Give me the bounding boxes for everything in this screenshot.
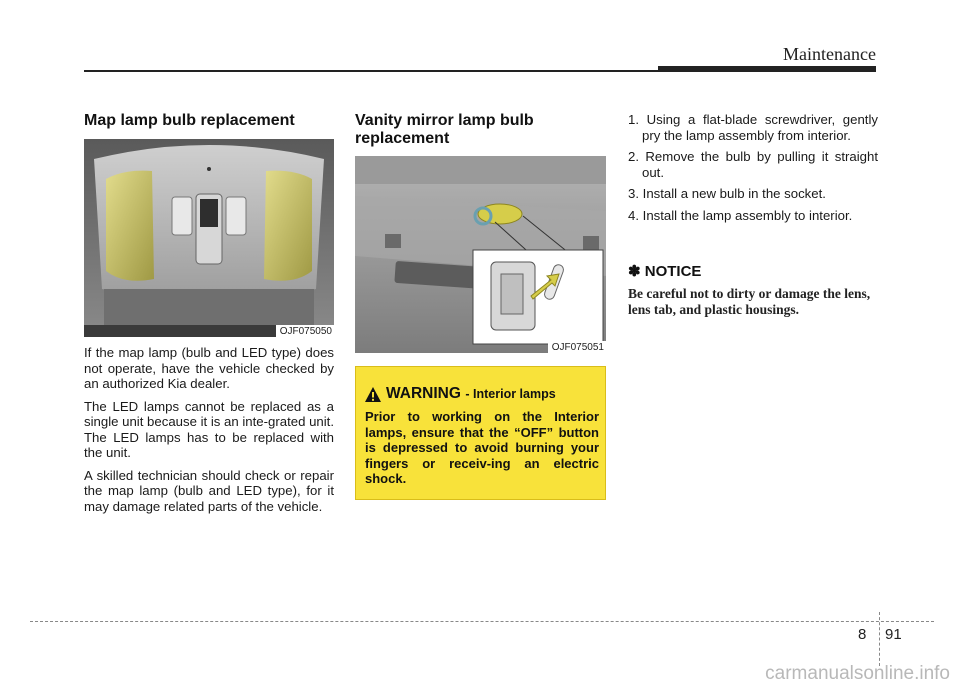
step-item: 1. Using a flat-blade screwdriver, gently pry the lamp assembly from interior. (628, 112, 878, 143)
notice-title: ✽ NOTICE (628, 263, 702, 280)
watermark: carmanualsonline.info (765, 663, 950, 684)
header-rule (84, 70, 684, 72)
footer-rule (30, 621, 934, 622)
figure-code-label: OJF075051 (548, 341, 606, 353)
map-lamp-section-title: Map lamp bulb replacement (84, 112, 295, 129)
title-line: replacement (355, 130, 450, 147)
step-item: 4. Install the lamp assembly to interior. (628, 207, 853, 223)
paragraph: If the map lamp (bulb and LED type) does not operate, have the vehicle checked by an authorized Kia dealer. (84, 345, 334, 391)
warning-heading (356, 385, 605, 403)
step-item: 2. Remove the bulb by pulling it straight out. (628, 149, 878, 180)
step-item: 3. Install a new bulb in the socket. (628, 186, 826, 201)
vanity-lamp-section-title (355, 112, 534, 148)
warning-text: Prior to working on the Interior lamps, ensure that the “OFF” button is depressed to avoid burning your fingers or receiv-ing an electric shock. (365, 409, 599, 487)
map-lamp-body (84, 345, 334, 521)
chapter-number: 8 (858, 626, 867, 643)
header-rule-bar (658, 66, 876, 72)
footer-divider (879, 612, 880, 666)
vanity-lamp-figure (355, 156, 606, 353)
notice-text: Be careful not to dirty or damage the lens, lens tab, and plastic housings. (628, 286, 871, 317)
map-lamp-figure (84, 139, 334, 337)
replacement-steps (628, 112, 878, 229)
warning-subtitle: - Interior lamps (465, 387, 556, 401)
warning-title: WARNING (386, 385, 461, 402)
paragraph: A skilled technician should check or repair the map lamp (bulb and LED type), for it may damage related parts of the vehicle. (84, 467, 334, 514)
page-header-title: Maintenance (783, 44, 876, 64)
warning-box (355, 366, 606, 500)
vanity-lamp-illustration (355, 156, 606, 353)
map-lamp-illustration (84, 139, 334, 337)
figure-code-label: OJF075050 (276, 325, 334, 337)
paragraph: The LED lamps cannot be replaced as a single unit because it is an inte-grated unit. The LED lamps has to be replaced with the unit. (84, 398, 334, 460)
page-number: 91 (885, 626, 902, 643)
title-line: Vanity mirror lamp bulb (355, 112, 534, 129)
